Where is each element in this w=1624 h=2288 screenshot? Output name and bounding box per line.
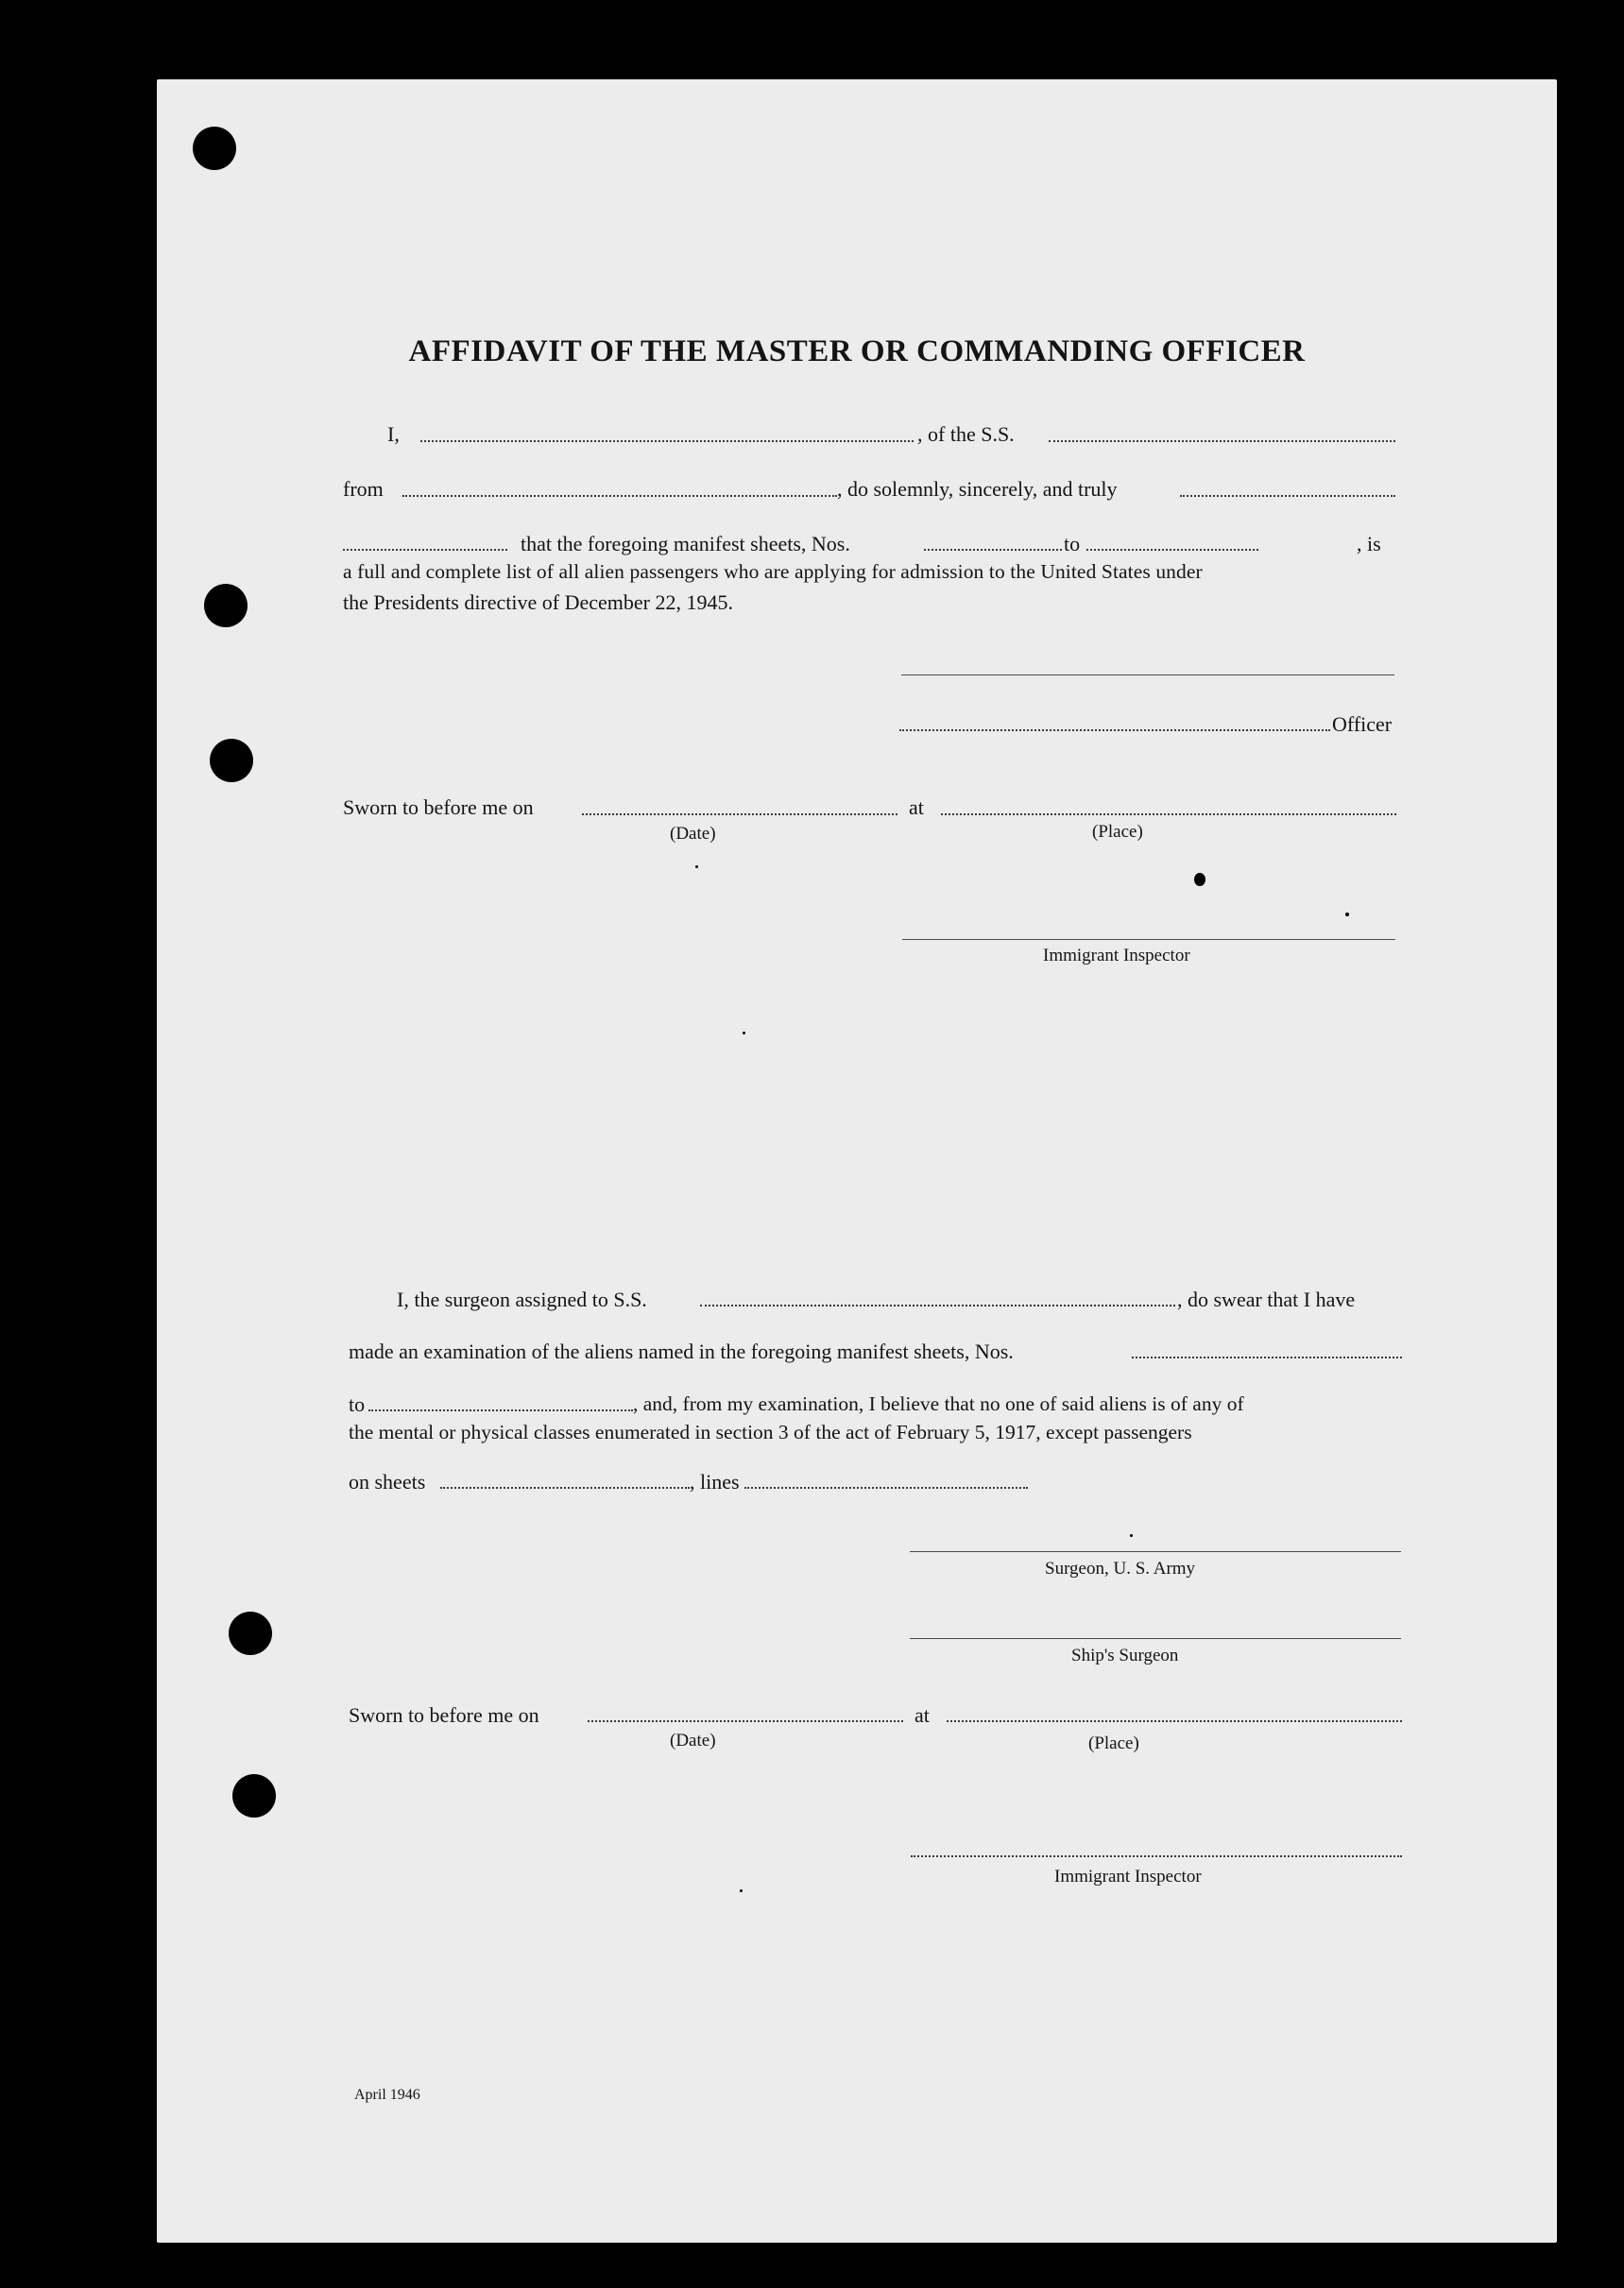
master-sworn-date-field[interactable] bbox=[582, 813, 897, 815]
manifest-sheets-text: that the foregoing manifest sheets, Nos. bbox=[521, 532, 850, 555]
master-of-ship-text: , of the S.S. bbox=[917, 422, 1015, 446]
swear-affirm-field[interactable] bbox=[1180, 495, 1395, 497]
ship-surgeon-signature-line[interactable] bbox=[910, 1638, 1401, 1639]
surgeon-lines-field[interactable] bbox=[744, 1487, 1028, 1489]
scan-speck bbox=[1130, 1534, 1133, 1537]
punch-hole-2 bbox=[204, 584, 248, 627]
surgeon-sworn-place-field[interactable] bbox=[947, 1720, 1402, 1722]
manifest-to-text: to bbox=[1064, 532, 1081, 555]
officer-label: Officer bbox=[1332, 712, 1393, 736]
punch-hole-5 bbox=[232, 1774, 276, 1818]
punch-hole-4 bbox=[229, 1612, 272, 1655]
surgeon-inspector-label: Immigrant Inspector bbox=[1054, 1867, 1202, 1887]
manifest-is-text: , is bbox=[1357, 532, 1381, 555]
army-surgeon-label: Surgeon, U. S. Army bbox=[1045, 1559, 1196, 1579]
master-inspector-signature-line[interactable] bbox=[902, 939, 1395, 940]
form-title: AFFIDAVIT OF THE MASTER OR COMMANDING OFFICER bbox=[408, 334, 1306, 368]
master-intro-i: I, bbox=[387, 422, 400, 446]
scan-speck bbox=[695, 865, 698, 868]
master-sworn-place-field[interactable] bbox=[941, 813, 1396, 815]
punch-hole-1 bbox=[193, 127, 236, 170]
surgeon-sworn-date-field[interactable] bbox=[588, 1720, 903, 1722]
surgeon-swear-text: , do swear that I have bbox=[1177, 1288, 1356, 1311]
master-sworn-text: Sworn to before me on bbox=[343, 795, 534, 819]
surgeon-sheets-field[interactable] bbox=[440, 1487, 690, 1489]
surgeon-lines-text: , lines bbox=[690, 1470, 740, 1494]
surgeon-to-text: to bbox=[349, 1392, 366, 1416]
surgeon-belief-text: , and, from my examination, I believe that no one of said aliens is of any of bbox=[633, 1392, 1244, 1415]
ship-surgeon-label: Ship's Surgeon bbox=[1071, 1646, 1179, 1665]
manifest-nos-from-field[interactable] bbox=[924, 549, 1062, 551]
master-directive-text: the Presidents directive of December 22, 1945. bbox=[343, 590, 733, 614]
master-place-caption: (Place) bbox=[1092, 822, 1143, 842]
surgeon-sheets-text: on sheets bbox=[349, 1470, 426, 1494]
master-date-caption: (Date) bbox=[670, 824, 716, 844]
surgeon-sworn-text: Sworn to before me on bbox=[349, 1703, 539, 1727]
surgeon-nos-to-field[interactable] bbox=[368, 1409, 633, 1411]
surgeon-date-caption: (Date) bbox=[670, 1731, 716, 1750]
officer-signature-line-1[interactable] bbox=[901, 674, 1394, 675]
master-at-text: at bbox=[909, 795, 924, 819]
surgeon-classes-text: the mental or physical classes enumerated in section 3 of the act of February 5, 1917, except passengers bbox=[349, 1421, 1192, 1443]
master-solemnly-text: , do solemnly, sincerely, and truly bbox=[837, 477, 1118, 501]
master-full-list-text: a full and complete list of all alien passengers who are applying for admission to the United States under bbox=[343, 560, 1203, 583]
scan-speck bbox=[740, 1889, 743, 1892]
surgeon-intro-text: I, the surgeon assigned to S.S. bbox=[397, 1288, 647, 1311]
scan-speck bbox=[743, 1032, 745, 1034]
surgeon-ship-field[interactable] bbox=[700, 1305, 1175, 1306]
ship-name-field[interactable] bbox=[1049, 440, 1395, 442]
from-port-field[interactable] bbox=[402, 495, 837, 497]
manifest-nos-to-field[interactable] bbox=[1086, 549, 1258, 551]
scan-speck bbox=[1345, 913, 1349, 916]
army-surgeon-signature-line[interactable] bbox=[910, 1551, 1401, 1552]
punch-hole-3 bbox=[210, 739, 253, 782]
surgeon-at-text: at bbox=[915, 1703, 930, 1727]
master-inspector-label: Immigrant Inspector bbox=[1043, 946, 1190, 965]
surgeon-examination-text: made an examination of the aliens named in the foregoing manifest sheets, Nos. bbox=[349, 1340, 1014, 1363]
surgeon-place-caption: (Place) bbox=[1088, 1733, 1139, 1753]
form-revision-date: April 1946 bbox=[354, 2087, 420, 2103]
master-name-field[interactable] bbox=[420, 440, 914, 442]
master-from-text: from bbox=[343, 477, 384, 501]
officer-signature-line-2[interactable] bbox=[899, 729, 1330, 731]
scan-speck bbox=[1194, 873, 1205, 886]
swear-affirm-continuation-field[interactable] bbox=[343, 549, 507, 551]
surgeon-nos-from-field[interactable] bbox=[1132, 1357, 1402, 1358]
affidavit-page bbox=[157, 79, 1557, 2243]
surgeon-inspector-signature-line[interactable] bbox=[911, 1855, 1402, 1857]
